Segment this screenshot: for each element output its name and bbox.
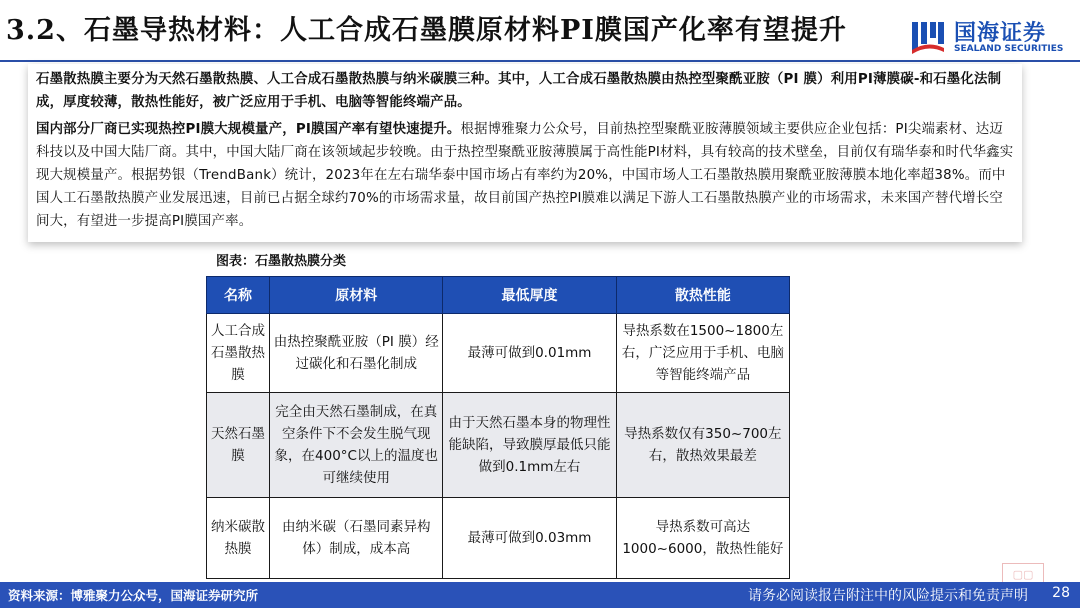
sealand-logo-icon [910, 18, 946, 54]
intro-p1-text: 石墨散热膜主要分为天然石墨散热膜、人工合成石墨散热膜与纳米碳膜三种。其中，人工合成石墨散热膜由热控型聚酰亚胺（PI 膜）利用PI薄膜碳-和石墨化法制成，厚度较薄，散热性能好，被广泛应用于手机、电脑等智能终端产品。 [36, 72, 1002, 110]
table-header-row [207, 277, 790, 314]
cell-material: 由纳米碳（石墨同素异构体）制成，成本高 [270, 498, 443, 579]
cell-thickness: 最薄可做到0.03mm [443, 498, 616, 579]
graphite-film-table [206, 276, 790, 579]
cell-name: 人工合成石墨散热膜 [207, 314, 270, 393]
stamp-watermark: ▢▢ [1002, 563, 1044, 587]
cell-material: 由热控聚酰亚胺（PI 膜）经过碳化和石墨化制成 [270, 314, 443, 393]
table-row [207, 393, 790, 498]
intro-p2-lead: 国内部分厂商已实现热控PI膜大规模量产，PI膜国产率有望快速提升。 [36, 122, 461, 137]
logo-text-en: SEALAND SECURITIES [954, 44, 1064, 54]
cell-thickness: 由于天然石墨本身的物理性能缺陷，导致膜厚最低只能做到0.1mm左右 [443, 393, 616, 498]
intro-paragraph-2 [36, 118, 1014, 233]
cell-performance: 导热系数在1500~1800左右，广泛应用于手机、电脑等智能终端产品 [616, 314, 789, 393]
footer-bar [0, 582, 1080, 608]
disclaimer-note: 请务必阅读报告附注中的风险提示和免责声明 [748, 588, 1028, 604]
header-name: 名称 [207, 277, 270, 314]
cell-name: 天然石墨膜 [207, 393, 270, 498]
logo-text-cn: 国海证券 [954, 21, 1047, 46]
intro-paragraph-1 [36, 68, 1014, 114]
cell-performance: 导热系数可高达1000~6000，散热性能好 [616, 498, 789, 579]
cell-name: 纳米碳散热膜 [207, 498, 270, 579]
table-row [207, 498, 790, 579]
intro-p2-body: 根据博雅聚力公众号，目前热控型聚酰亚胺薄膜领域主要供应企业包括：PI尖端素材、达迈科技以及中国大陆厂商。其中，中国大陆厂商在该领域起步较晚。由于热控型聚酰亚胺薄膜属于高性能PI材料，具有较高的技术壁垒，目前仅有瑞华泰和时代华鑫实现大规模量产。根据势银（TrendBank）统计，2023年在左右瑞华泰中国市场占有率约为20%，中国市场人工石墨散热膜用聚酰亚胺薄膜本地化率超38%。而中国人工石墨散热膜产业发展迅速，目前已占据全球约70%的市场需求量，故目前国产热控PI膜难以满足下游人工石墨散热膜产业的市场需求，未来国产替代增长空间大，有望进一步提高PI膜国产率。 [36, 122, 1014, 229]
header-thickness: 最低厚度 [443, 277, 616, 314]
cell-performance: 导热系数仅有350~700左右，散热效果最差 [616, 393, 789, 498]
source-note: 资料来源：博雅聚力公众号，国海证券研究所 [8, 588, 259, 603]
company-logo [904, 14, 1074, 60]
page-title: 3.2、石墨导热材料：人工合成石墨膜原材料PI膜国产化率有望提升 [6, 15, 847, 46]
table-caption: 图表：石墨散热膜分类 [216, 254, 347, 269]
cell-material: 完全由天然石墨制成，在真空条件下不会发生脱气现象，在400°C以上的温度也可继续使用 [270, 393, 443, 498]
intro-textbox [28, 64, 1022, 242]
title-divider [0, 60, 1080, 62]
page-number: 28 [1052, 585, 1070, 601]
table-row [207, 314, 790, 393]
header-performance: 散热性能 [616, 277, 789, 314]
header-material: 原材料 [270, 277, 443, 314]
cell-thickness: 最薄可做到0.01mm [443, 314, 616, 393]
